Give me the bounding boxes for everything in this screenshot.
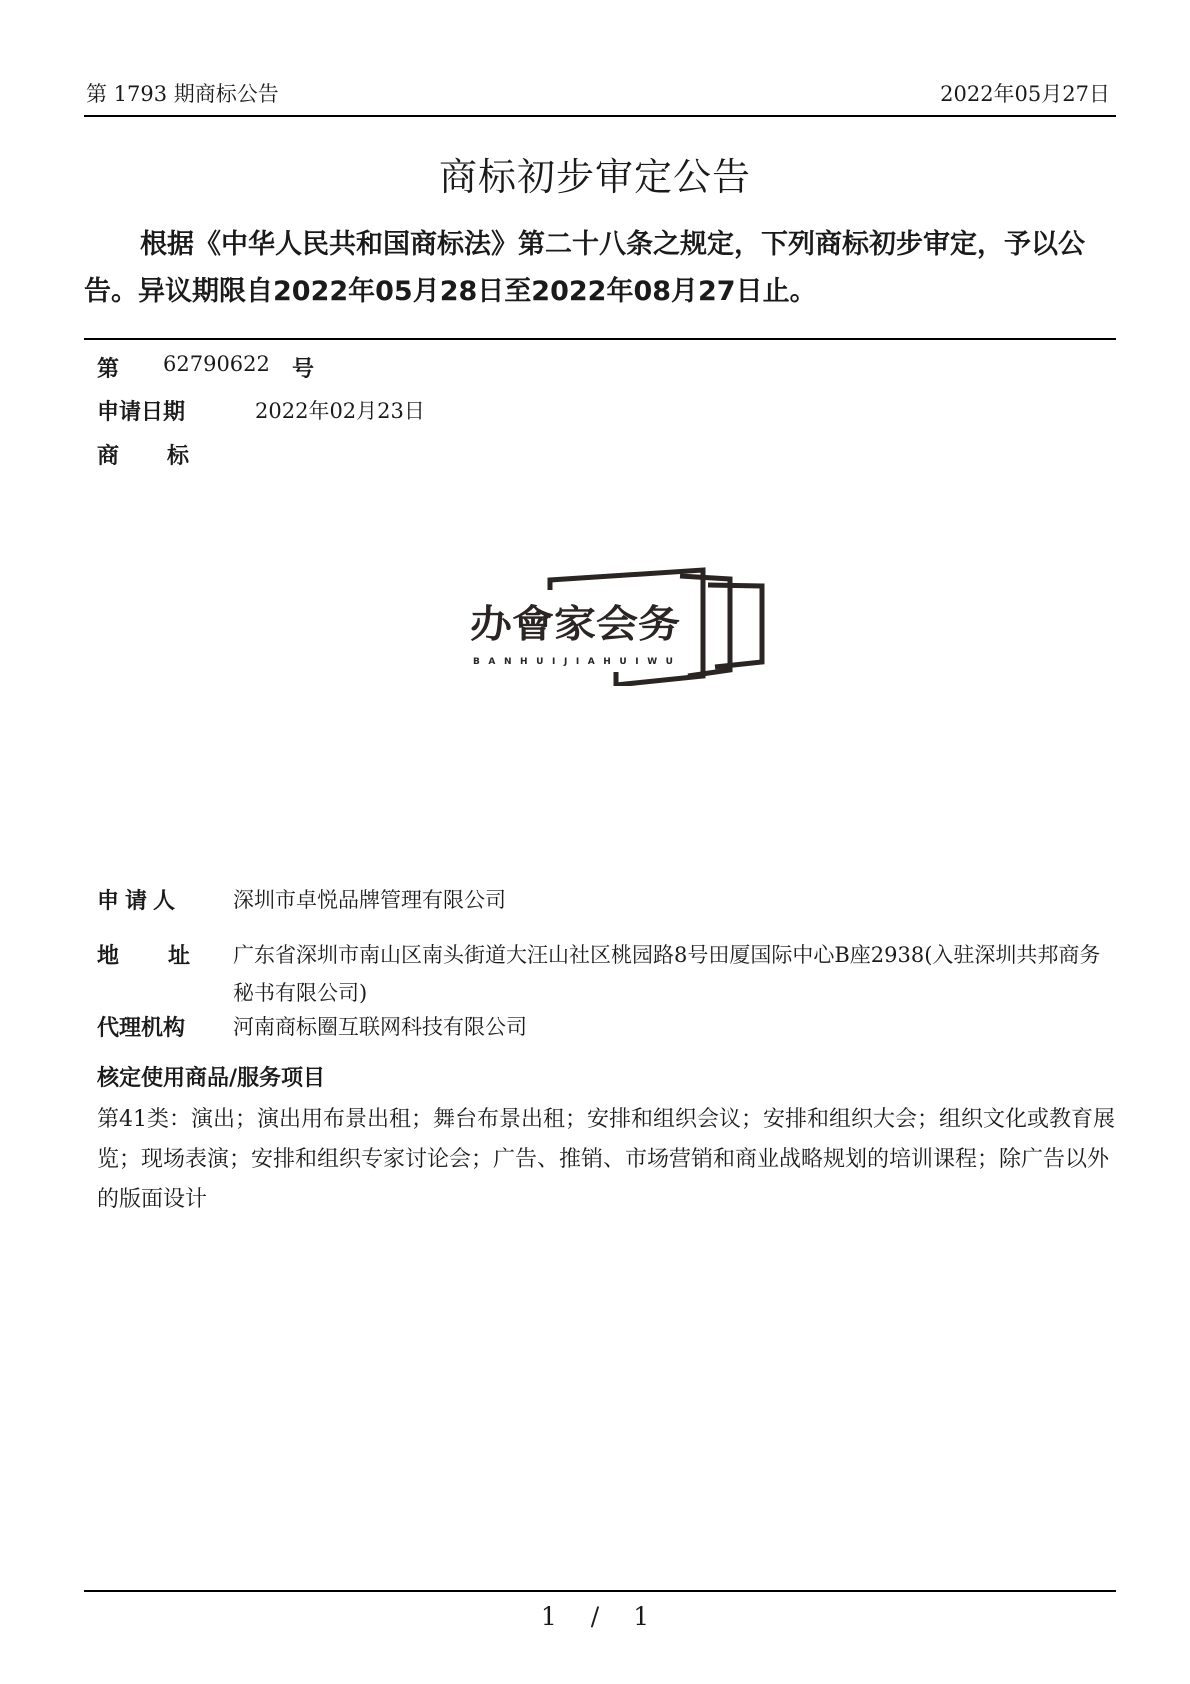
agent-value: 河南商标圈互联网科技有限公司 [233, 1015, 527, 1039]
application-date-value: 2022年02月23日 [255, 399, 425, 423]
trademark-logo [470, 566, 770, 686]
trademark-label-1: 商 [97, 444, 120, 469]
registration-number: 62790622 [163, 352, 270, 376]
issue-date: 2022年05月27日 [940, 82, 1110, 106]
section-divider [84, 338, 1116, 340]
goods-heading: 核定使用商品/服务项目 [97, 1066, 326, 1091]
page-indicator [0, 1602, 1190, 1631]
registration-suffix: 号 [292, 357, 315, 382]
applicant-label: 申请人 [97, 889, 182, 914]
address-value: 广东省深圳市南山区南头街道大汪山社区桃园路8号田厦国际中心B座2938(入驻深圳共邦商务秘书有限公司) [233, 943, 1101, 1005]
logo-frame-back [708, 585, 762, 667]
registration-prefix: 第 [97, 357, 120, 382]
address-label-2: 址 [168, 944, 191, 969]
page-separator: / [590, 1602, 600, 1631]
footer-divider [84, 1590, 1116, 1592]
address-label-1: 地 [97, 944, 120, 969]
page-title: 商标初步审定公告 [438, 155, 751, 199]
logo-wordmark: 办會家会务 [470, 602, 680, 646]
header-divider [84, 115, 1116, 117]
logo-subtext: BANHUIJIAHUIWU [473, 657, 673, 667]
applicant-value: 深圳市卓悦品牌管理有限公司 [233, 888, 506, 912]
trademark-label-2: 标 [167, 444, 190, 469]
agent-label: 代理机构 [97, 1016, 186, 1041]
goods-list: 第41类：演出；演出用布景出租；舞台布景出租；安排和组织会议；安排和组织大会；组织文化或教育展览；现场表演；安排和组织专家讨论会；广告、推销、市场营销和商业战略规划的培训课程；除广告以外的版面设计 [97, 1107, 1115, 1212]
total-pages: 1 [633, 1602, 650, 1631]
application-date-label: 申请日期 [97, 400, 186, 425]
current-page: 1 [540, 1602, 557, 1631]
issue-number: 第 1793 期商标公告 [86, 82, 279, 106]
intro-paragraph: 根据《中华人民共和国商标法》第二十八条之规定，下列商标初步审定，予以公告。异议期限自2022年05月28日至2022年08月27日止。 [84, 229, 1085, 307]
